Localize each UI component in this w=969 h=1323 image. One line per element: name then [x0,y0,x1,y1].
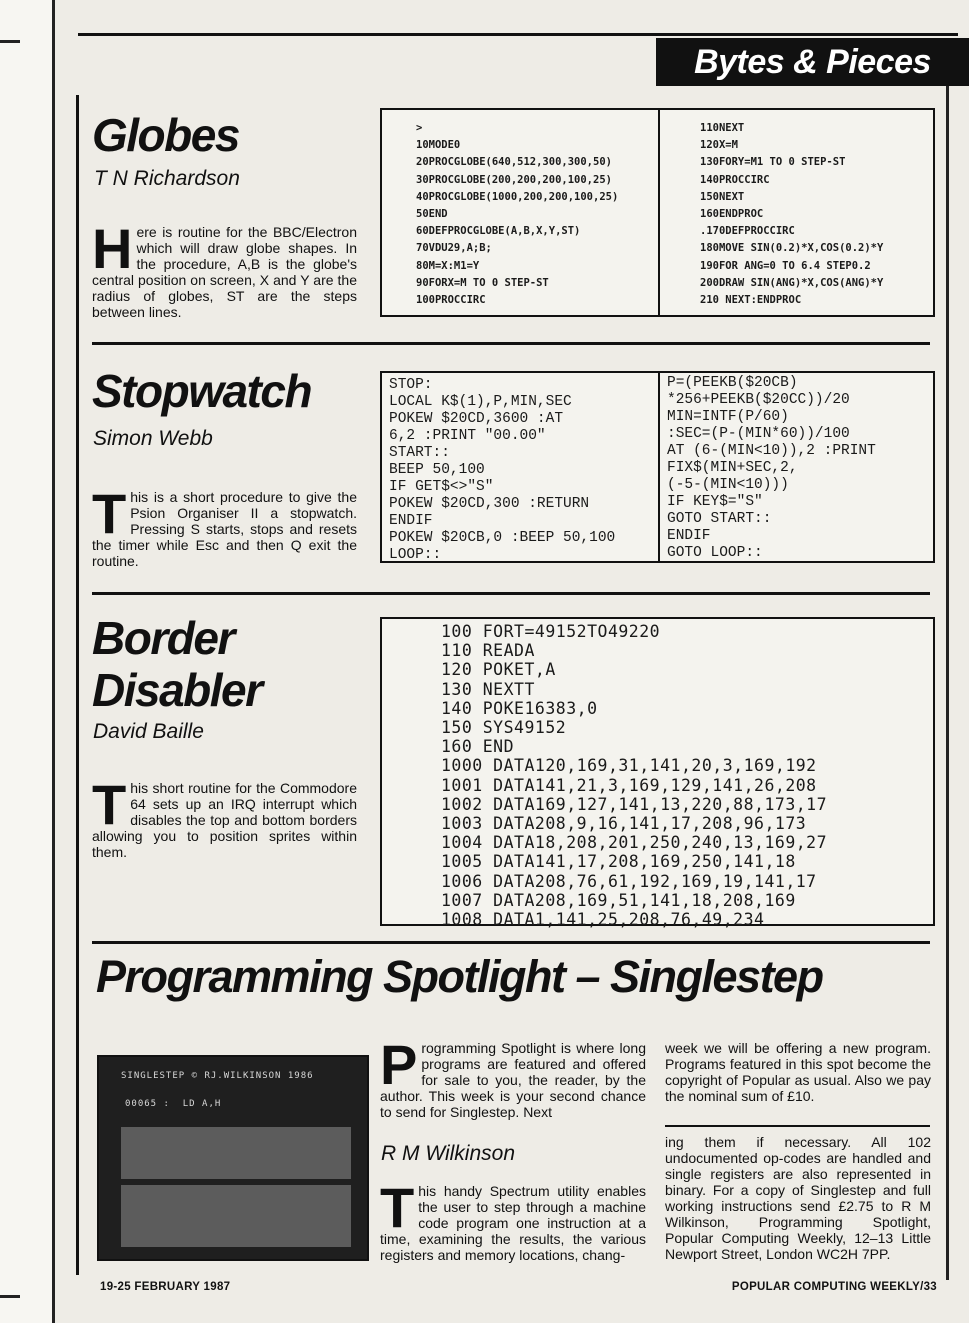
code-line: ENDIF [667,528,711,544]
section-divider [92,342,930,345]
section-divider [92,592,930,595]
article-text: his short routine for the Commodore 64 sets up an IRQ interrupt which disables the top and bottom borders allowing you to position sprites within them. [92,780,357,860]
code-line: 110NEXT [700,122,745,134]
drop-cap: H [92,217,133,280]
article-title: Stopwatch [92,365,312,417]
code-line: 1004 DATA18,208,201,250,240,13,169,27 [441,833,828,853]
code-line: 1003 DATA208,9,16,141,17,208,96,173 [441,814,807,834]
code-line: 70VDU29,A;B; [416,242,492,255]
drop-cap: T [380,1176,415,1239]
code-line: IF KEY$="S" [667,494,763,510]
code-line: 1008 DATA1,141,25,208,76,49,234 [441,910,765,930]
binary-display [121,1185,351,1247]
code-line: 10MODE0 [416,139,461,152]
code-line: 120 POKET,A [441,660,556,680]
code-line: FIX$(MIN+SEC,2, [667,460,798,476]
right-edge-rule [946,80,949,1280]
code-line: (-5-(MIN<10))) [667,477,789,493]
code-line: AT (6-(MIN<10)),2 :PRINT [667,443,876,459]
code-line: 1005 DATA141,17,208,169,250,141,18 [441,852,796,872]
article-text: ere is routine for the BBC/Electron which will draw globe shapes. In the procedure, A,B is the globe's central position on screen, X and Y are the radius of globes, ST are the steps between lines. [92,224,357,320]
code-line: POKEW $20CD,3600 :AT [389,411,564,427]
code-listing [380,371,935,563]
screen-instruction-text: 00065 : LD A,H [125,1099,222,1109]
code-line: > [416,122,423,134]
article-author: David Baille [93,720,204,743]
article-title: Globes [92,109,239,161]
code-line: 150NEXT [700,190,745,203]
article-body-continued: ing them if necessary. All 102 undocumented op-codes are handled and single registers are also represented in binary. For a copy of Singlestep and full working instructions send £2.75 to R M Wilkinson, Programming Spotlight, Popular Computing Weekly, 12–13 Little Newport Street, London WC2H 7PP. [665,1134,931,1262]
intro-text [380,1033,646,1120]
code-line: 6,2 :PRINT "00.00" [389,428,546,444]
code-line: 200DRAW SIN(ANG)*X,COS(ANG)*Y [700,276,884,289]
section-header: Bytes & Pieces [656,38,969,86]
intro-text-continued: week we will be offering a new program. Programs featured in this spot become the copyright of Popular as usual. Also we pay the nominal sum of £10. [665,1040,931,1104]
code-line: IF GET$<>"S" [389,479,494,495]
code-column [441,622,827,929]
section-divider [92,941,930,944]
article-text: his is a short procedure to give the Psion Organiser II a stopwatch. Pressing S starts, stops and resets the timer while Esc and then Q exit the routine. [92,489,357,569]
title-line: Border [92,612,234,664]
code-line: 160ENDPROC [700,208,764,221]
code-line: 40PROCGLOBE(1000,200,200,100,25) [416,190,619,203]
article-body [92,217,357,320]
code-line: 1002 DATA169,127,141,13,220,88,173,17 [441,794,828,814]
code-line: 100PROCCIRC [416,294,486,307]
article-text: his handy Spectrum utility enables the user to step through a machine code program one instruction at a time, examining the results, the various registers and memory locations, chang- [380,1183,646,1263]
code-line: LOCAL K$(1),P,MIN,SEC [389,394,572,410]
article-body [92,482,357,569]
spine-mark [0,1295,20,1298]
code-line: 140 POKE16383,0 [441,698,598,718]
code-line: BEEP 50,100 [389,462,485,478]
article-author: R M Wilkinson [381,1142,515,1165]
code-listing [380,108,935,317]
code-line: 120X=M [700,139,738,152]
code-listing [380,617,935,930]
top-rule [78,33,958,36]
drop-cap: P [380,1033,418,1096]
title-line: Disabler [92,664,262,716]
code-line: 1000 DATA120,169,31,141,20,3,169,192 [441,756,817,776]
code-line: POKEW $20CD,300 :RETURN [389,496,590,512]
drop-cap: T [92,773,127,836]
code-line: 50END [416,208,448,221]
article-body [380,1176,646,1263]
left-rule [76,95,79,1275]
article-author: Simon Webb [93,427,213,450]
code-line: 130FORY=M1 TO 0 STEP-ST [700,156,846,169]
code-line: .170DEFPROCCIRC [700,225,795,238]
code-line: 90FORX=M TO 0 STEP-ST [416,276,549,289]
code-line: 30PROCGLOBE(200,200,200,100,25) [416,173,612,186]
code-line: STOP: [389,377,433,393]
code-line: 180MOVE SIN(0.2)*X,COS(0.2)*Y [700,242,884,255]
code-line: POKEW $20CB,0 :BEEP 50,100 [389,530,616,546]
code-line: GOTO LOOP:: [667,545,763,561]
code-line: 20PROCGLOBE(640,512,300,300,50) [416,156,612,169]
code-line: 160 END [441,737,515,757]
column-rule [665,1125,930,1127]
code-line: 1006 DATA208,76,61,192,169,19,141,17 [441,871,817,891]
article-text: rogramming Spotlight is where long programs are featured and offered for sale to you, the reader, by the author. This week is your second chance to send for Singlestep. Next [380,1040,646,1120]
code-line: P=(PEEKB($20CB) [667,375,798,391]
register-display [121,1127,351,1179]
code-line: 130 NEXTT [441,679,535,699]
code-line: 80M=X:M1=Y [416,259,480,272]
code-line: 110 READA [441,641,535,661]
code-line: 150 SYS49152 [441,718,567,738]
article-title: Programming Spotlight – Singlestep [96,951,823,1002]
article-title [92,612,262,716]
program-screenshot [97,1055,369,1261]
code-line: 1007 DATA208,169,51,141,18,208,169 [441,890,796,910]
footer-date: 19-25 FEBRUARY 1987 [100,1281,231,1293]
code-line: 100 FORT=49152TO49220 [441,622,661,641]
code-line: LOOP:: [389,547,442,563]
code-column-left [416,120,656,315]
spine-mark [0,40,20,43]
code-line: ENDIF [389,513,433,529]
code-line: 210 NEXT:ENDPROC [700,294,802,307]
code-line: 1001 DATA141,21,3,169,129,141,26,208 [441,775,817,795]
code-line: 140PROCCIRC [700,173,770,186]
code-column-right [658,110,933,315]
code-line: 60DEFPROCGLOBE(A,B,X,Y,ST) [416,225,581,238]
article-author: T N Richardson [94,167,240,190]
code-column-left [389,377,657,561]
code-column-right [658,373,933,561]
code-line: *256+PEEKB($20CC))/20 [667,392,850,408]
drop-cap: T [92,482,127,545]
code-line: 190FOR ANG=0 TO 6.4 STEP0.2 [700,259,871,272]
code-line: MIN=INTF(P/60) [667,409,789,425]
code-line: GOTO START:: [667,511,772,527]
page-spine [0,0,55,1323]
code-line: START:: [389,445,450,461]
code-line: :SEC=(P-(MIN*60))/100 [667,426,850,442]
screen-title-text: SINGLESTEP © RJ.WILKINSON 1986 [121,1071,314,1081]
footer-magazine: POPULAR COMPUTING WEEKLY/33 [731,1281,937,1293]
article-body [92,773,357,860]
